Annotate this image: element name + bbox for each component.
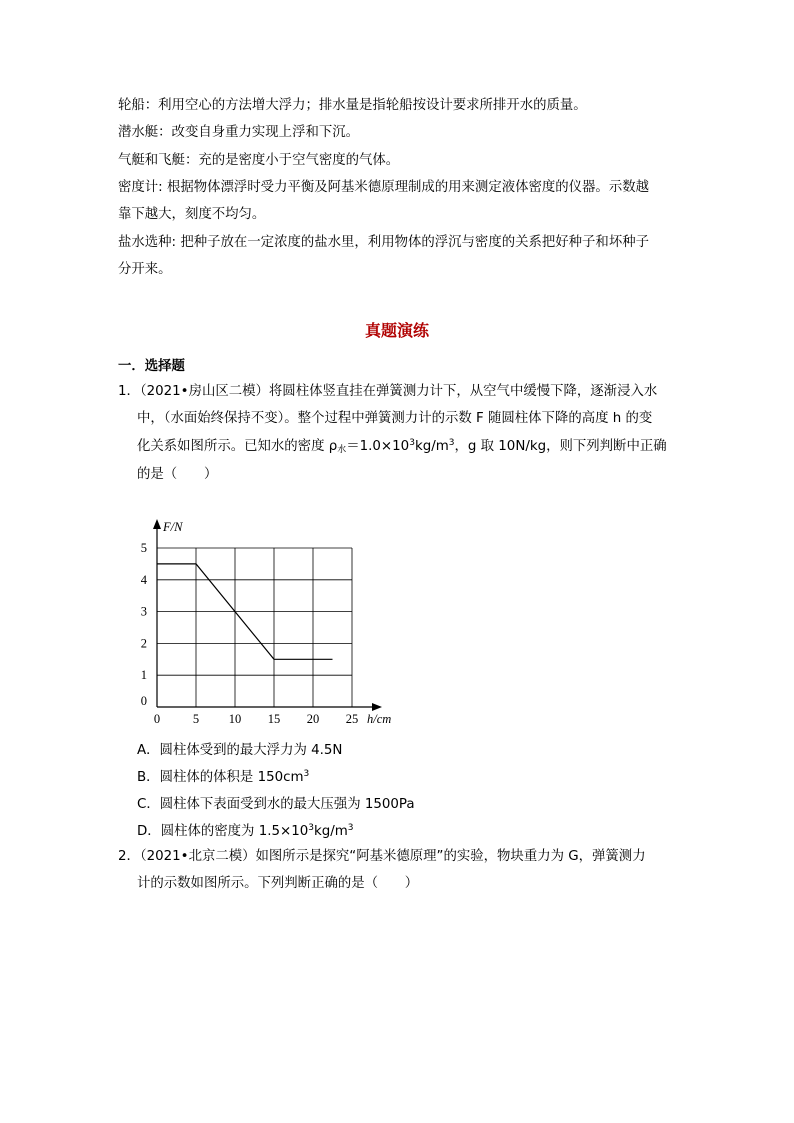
intro-ship: 轮船：利用空心的方法增大浮力；排水量是指轮船按设计要求所排开水的质量。	[118, 98, 587, 113]
q1-line3-c: kg/m	[414, 439, 449, 454]
x-tick-label-25: 25	[345, 712, 359, 726]
x-axis-label: h/cm	[367, 712, 392, 726]
intro-seed-line1: 盐水选种: 把种子放在一定浓度的盐水里，利用物体的浮沉与密度的关系把好种子和坏种子	[118, 235, 649, 250]
intro-seed-line2: 分开来。	[118, 262, 172, 277]
q1-line4: 的是（ ）	[137, 467, 218, 482]
y-tick-label-1: 1	[140, 668, 147, 683]
q1-option-b	[137, 766, 309, 785]
y-tick-label-5: 5	[140, 541, 147, 555]
q1-option-b-sup: 3	[303, 769, 310, 779]
q1-line3-d: ，g 取 10N/kg，则下列判断中正确	[454, 439, 667, 454]
q1-line3	[137, 438, 667, 456]
x-tick-label-10: 10	[228, 712, 242, 726]
x-axis-arrow	[372, 703, 382, 711]
q2-line1: 2．（2021•北京二模）如图所示是探究“阿基米德原理”的实验，物块重力为 G，弹簧测力	[118, 849, 646, 864]
q1-option-b-text: B．圆柱体的体积是 150cm	[137, 770, 304, 785]
q1-option-d-unit: kg/m	[313, 824, 348, 839]
intro-hydrometer-line1: 密度计: 根据物体漂浮时受力平衡及阿基米德原理制成的用来测定液体密度的仪器。示数越	[118, 180, 649, 195]
intro-hydrometer-line2: 靠下越大，刻度不均匀。	[118, 207, 266, 222]
q2-line2: 计的示数如图所示。下列判断正确的是（ ）	[137, 876, 419, 891]
q1-option-c: C．圆柱体下表面受到水的最大压强为 1500Pa	[137, 797, 415, 812]
y-tick-label-2: 2	[140, 636, 147, 651]
x-tick-label-0: 0	[153, 712, 161, 726]
q1-line1: 1．（2021•房山区二模）将圆柱体竖直挂在弹簧测力计下，从空气中缓慢下降，逐渐浸入水	[118, 384, 658, 399]
x-tick-label-5: 5	[192, 712, 200, 726]
q1-line3-b: ＝1.0×10	[346, 439, 410, 454]
y-tick-label-0: 0	[140, 694, 147, 708]
y-tick-label-4: 4	[140, 572, 147, 587]
intro-airship: 气艇和飞艇：充的是密度小于空气密度的气体。	[118, 153, 400, 168]
q1-line3-sup: 3	[409, 438, 415, 448]
q1-option-d	[137, 820, 354, 839]
q1-option-d-sup: 3	[308, 823, 314, 833]
intro-submarine: 潜水艇：改变自身重力实现上浮和下沉。	[118, 125, 360, 140]
q1-option-d-sup2: 3	[347, 823, 354, 833]
q1-line3-sup2: 3	[448, 438, 455, 448]
q1-line3-sub: 水	[337, 445, 347, 455]
section-title: 真题演练	[364, 321, 429, 340]
y-axis-label: F/N	[163, 520, 183, 534]
q1-line3-a: 化关系如图所示。已知水的密度 ρ	[137, 439, 338, 454]
chart-grid	[157, 548, 352, 707]
q1-option-d-text: D．圆柱体的密度为 1.5×10	[137, 824, 309, 839]
y-axis-arrow	[153, 519, 161, 529]
chart-tick-labels	[141, 541, 359, 726]
x-tick-label-20: 20	[306, 712, 320, 726]
q1-option-a: A．圆柱体受到的最大浮力为 4.5N	[137, 743, 343, 758]
force-depth-chart	[0, 515, 794, 735]
y-tick-label-3: 3	[140, 604, 147, 619]
q1-line2: 中，（水面始终保持不变）。整个过程中弹簧测力计的示数 F 随圆柱体下降的高度 h 的变	[137, 411, 653, 426]
x-tick-label-15: 15	[267, 712, 281, 726]
section-heading: 一．选择题	[118, 359, 185, 374]
